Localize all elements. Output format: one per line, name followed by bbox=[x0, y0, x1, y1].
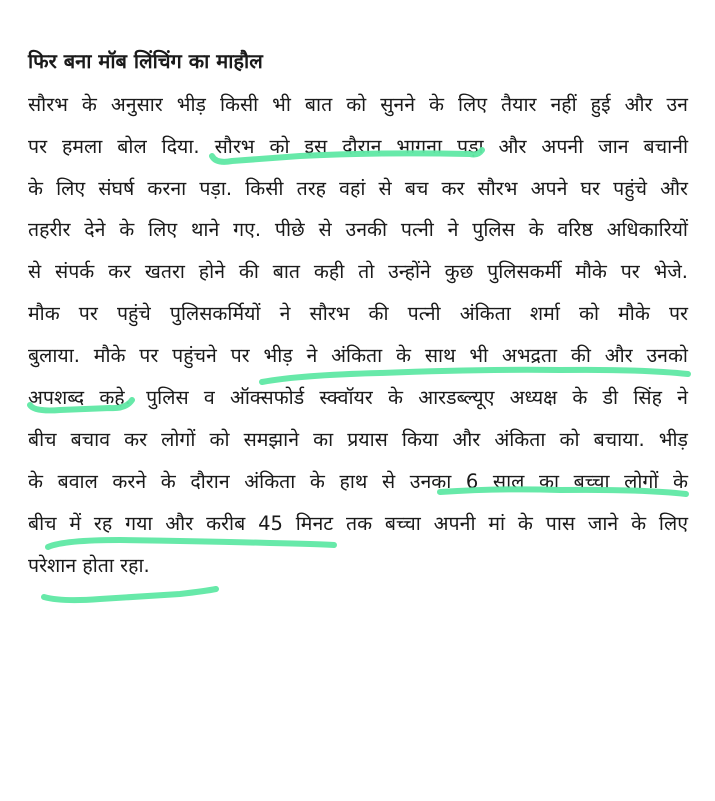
body-line: से संपर्क कर खतरा होने की बात कही तो उन्होंने कुछ पुलिसकर्मी मौके पर भेजे. bbox=[28, 260, 688, 283]
body-line: तहरीर देने के लिए थाने गए. पीछे से उनकी पत्नी ने पुलिस के वरिष्ठ अधिकारियों bbox=[28, 218, 688, 241]
highlight-stroke bbox=[44, 589, 216, 600]
body-line: मौक पर पहुंचे पुलिसकर्मियों ने सौरभ की पत्नी अंकिता शर्मा को मौके पर bbox=[28, 302, 688, 325]
body-line: बीच बचाव कर लोगों को समझाने का प्रयास किया और अंकिता को बचाया. भीड़ bbox=[28, 428, 688, 451]
body-line: के लिए संघर्ष करना पड़ा. किसी तरह वहां से बच कर सौरभ अपने घर पहुंचे और bbox=[28, 177, 688, 200]
body-line: बुलाया. मौके पर पहुंचने पर भीड़ ने अंकिता के साथ भी अभद्रता की और उनको bbox=[28, 344, 688, 367]
section-heading: फिर बना मॉब लिंचिंग का माहौल bbox=[28, 49, 263, 73]
body-line: अपशब्द कहे. पुलिस व ऑक्सफोर्ड स्क्वॉयर के आरडब्ल्यूए अध्यक्ष के डी सिंह ने bbox=[28, 386, 688, 409]
body-line: के बवाल करने के दौरान अंकिता के हाथ से उनका 6 साल का बच्चा लोगों के bbox=[28, 470, 688, 493]
body-line: सौरभ के अनुसार भीड़ किसी भी बात को सुनने के लिए तैयार नहीं हुई और उन bbox=[28, 93, 688, 116]
cropped-previous-text bbox=[30, 0, 690, 8]
highlight-stroke bbox=[48, 540, 334, 547]
body-line: पर हमला बोल दिया. सौरभ को इस दौरान भागना पड़ा और अपनी जान बचानी bbox=[28, 135, 688, 158]
body-line: बीच में रह गया और करीब 45 मिनट तक बच्चा अपनी मां के पास जाने के लिए bbox=[28, 512, 688, 535]
body-line: परेशान होता रहा. bbox=[28, 554, 150, 577]
